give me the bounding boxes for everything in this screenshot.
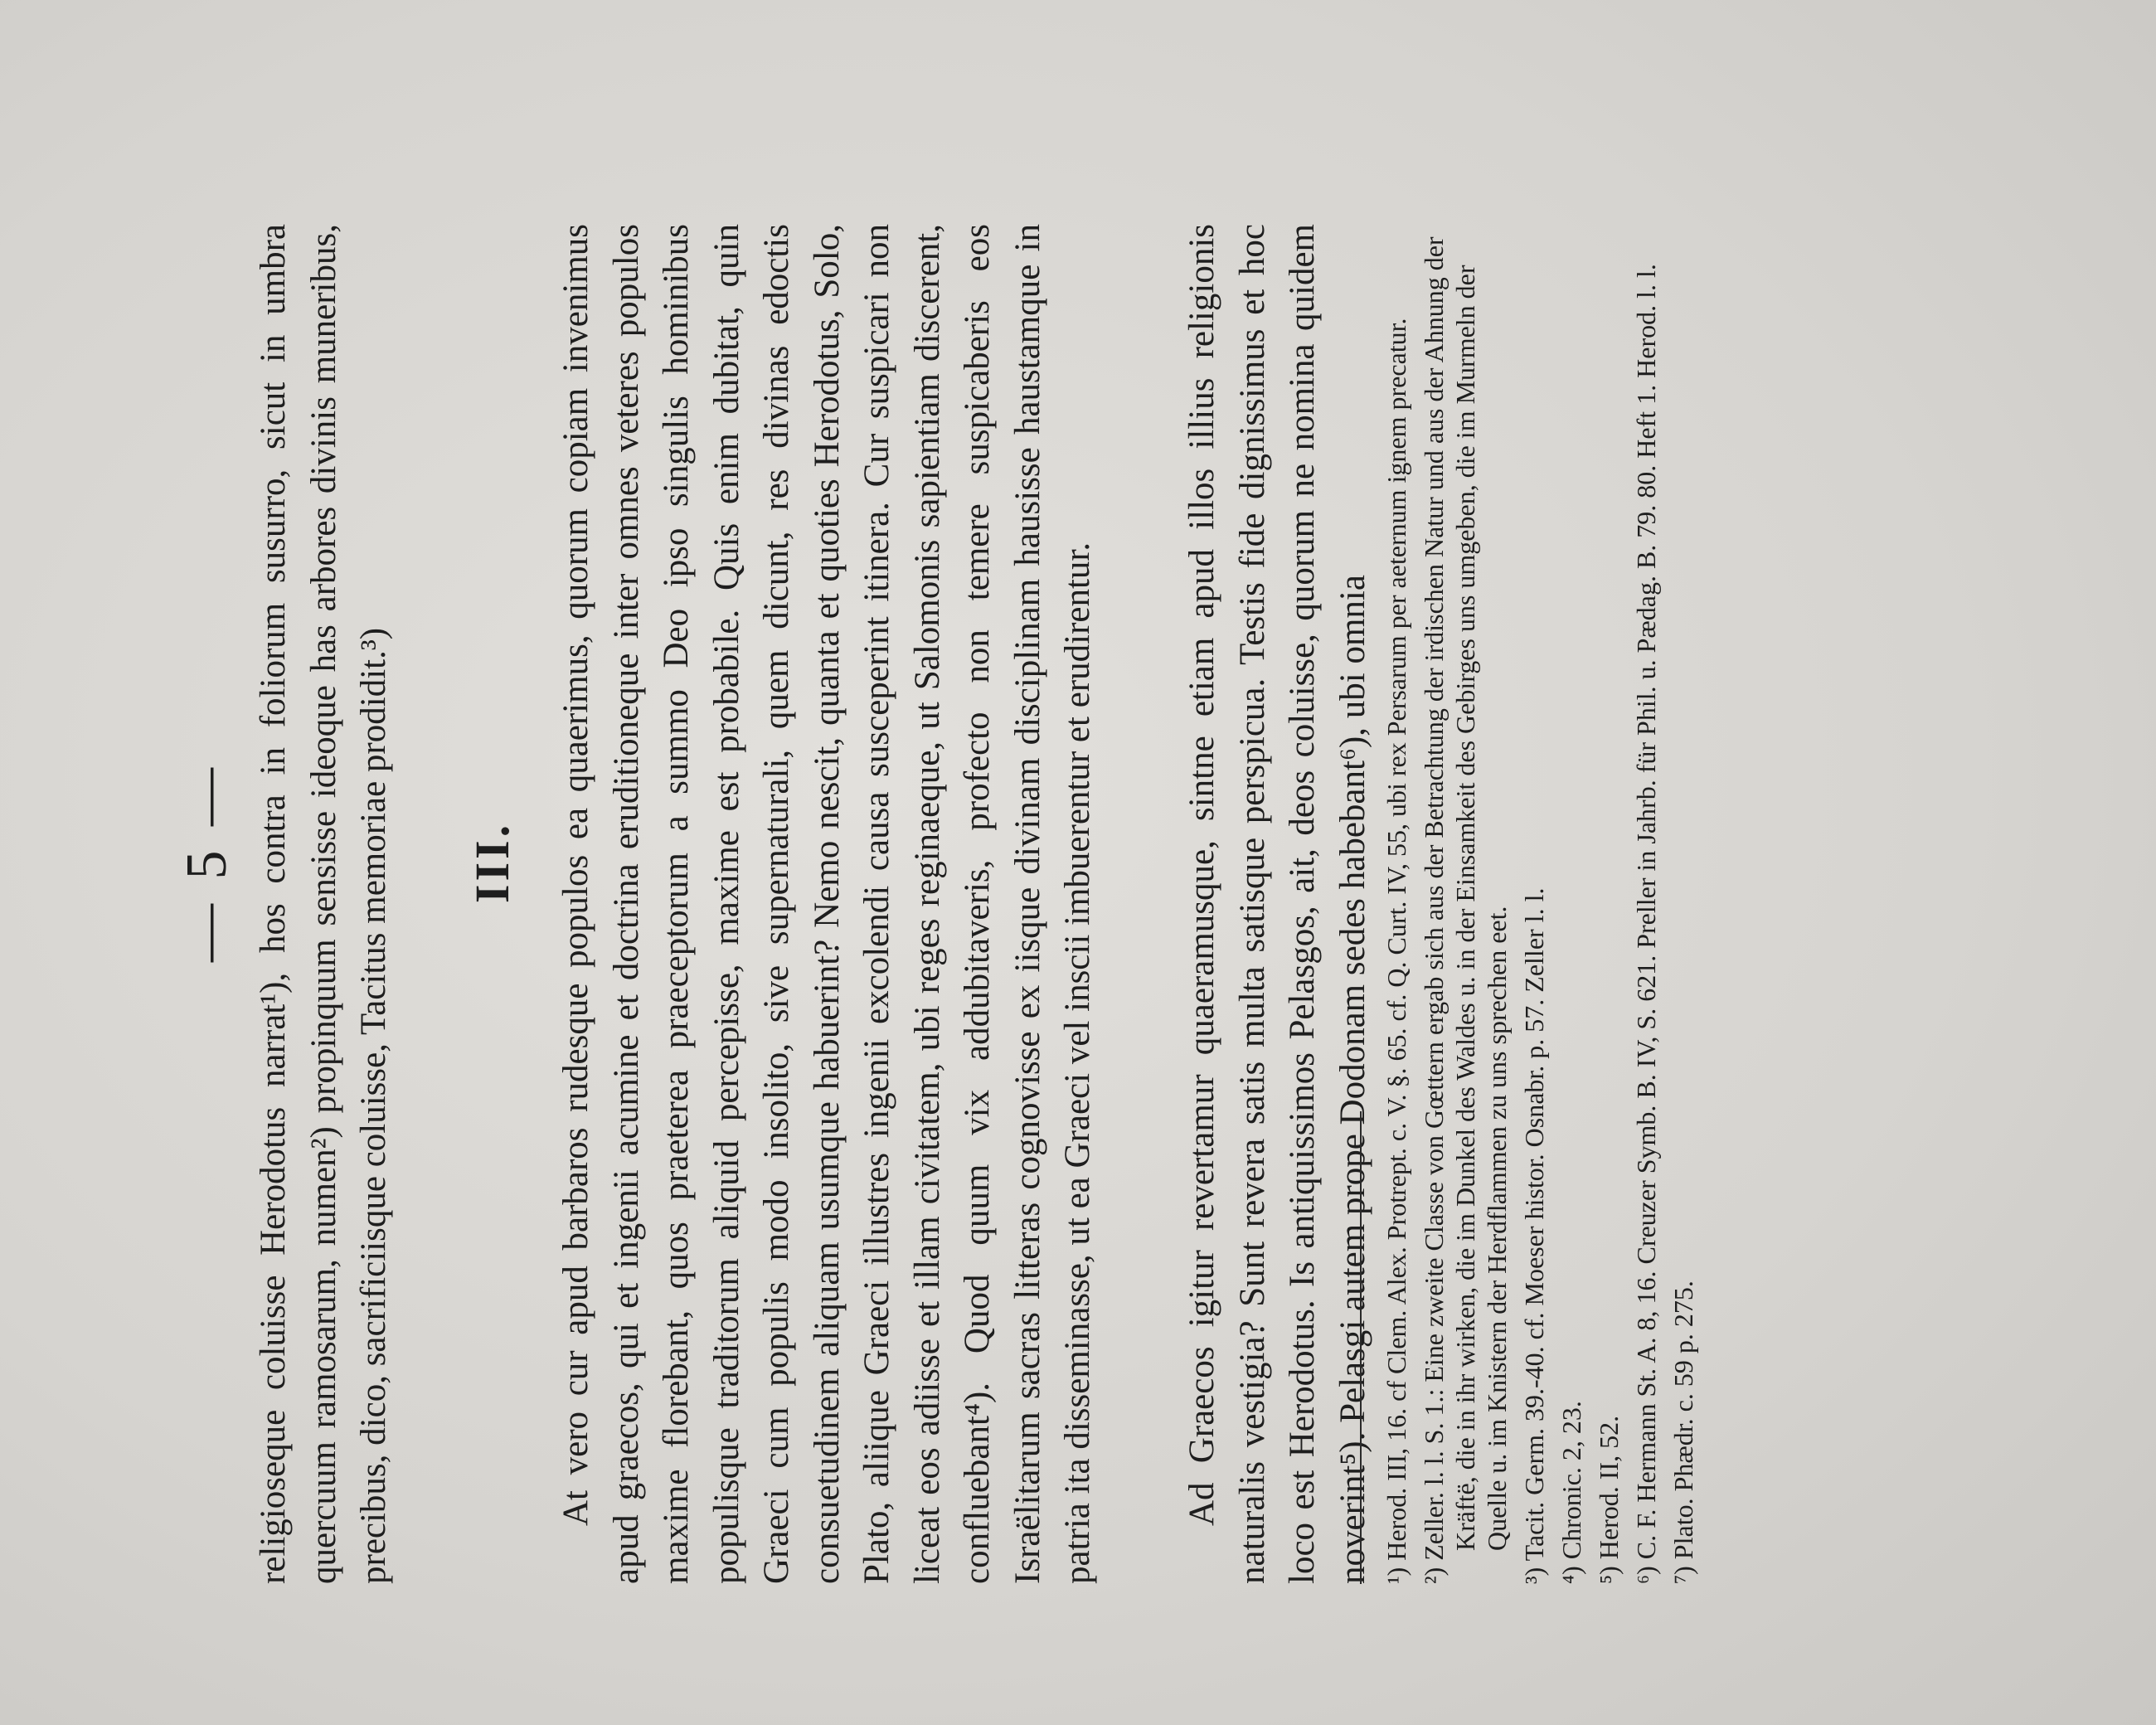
footnote-1: ¹) Herod. III, 16. cf Clem. Alex. Protrept. c. V. §. 65. cf. Q. Curt. IV, 55, ubi rex Persarum per aeternum ignem precatur. <box>1381 318 1411 1584</box>
footnote-4: ⁴) Chronic. 2, 23. <box>1556 1401 1586 1584</box>
body-paragraph-1: At vero cur apud barbaros rudesque populos ea quaerimus, quorum copiam invenimus apud graecos, qui et ingenii acumine et doctrina eruditioneque inter omnes veteres populos maxime florebant, quos praeterea praeceptorum a summo Deo ipso singulis hominibus populisque traditorum aliquid percepisse, maxime est probabile. Quis enim dubitat, quin Graeci cum populis modo insolito, sive supernaturali, quem dicunt, res divinas edoctis consuetudinem aliquam usumque habuerint? Nemo nescit, quanta et quoties Herodotus, Solo, Plato, aliique Graeci illustres ingenii excolendi causa susceperint itinera. Cur suspicari non liceat eos adiisse et illam civitatem, ubi reges reginaeque, ut Salomonis sapientiam discerent, confluebant⁴). Quod quum vix addubitaveris, profecto non temere suspicaberis eos Israëlitarum sacras litteras cognovisse ex iisque divinam disciplinam hausisse haustamque in patria ita disseminasse, ut ea Graeci vel inscii imbuerentur et erudirentur. <box>556 224 1097 1584</box>
section-heading: III. <box>465 821 519 904</box>
footnote-3: ³) Tacit. Germ. 39.-40. cf. Moeser histor. Osnabr. p. 57. Zeller l. l. <box>1519 887 1549 1584</box>
intro-paragraph: religioseque coluisse Herodotus narrat¹), hos contra in foliorum susurro, sicut in umbra quercuum ramosarum, numen²) propinquum sensisse ideoque has arbores divinis muneribus, precibus, dico, sacrificiisque coluisse, Tacitus memoriae prodidit.³) <box>254 224 393 1584</box>
footnote-divider <box>1360 1111 1362 1584</box>
footnotes <box>1381 224 1705 1584</box>
body-paragraph-2: Ad Graecos igitur revertamur quaeramusque, sintne etiam apud illos illius religionis naturalis vestigia? Sunt revera satis multa satisque perspicua. Testis fide dignissimus et hoc loco est Herodotus. Is antiquissimos Pelasgos, ait, deos coluisse, quorum ne nomina quidem noverint⁵). Pelasgi autem prope Dodonam sedes habebant⁶), ubi omnia <box>1182 224 1372 1584</box>
page-number: — 5 — <box>175 763 239 962</box>
footnote-5: ⁵) Herod. II, 52. <box>1594 1415 1624 1584</box>
footnote-2: ²) Zeller. l. l. S. 1.: Eine zweite Classe von Gœttern ergab sich aus der Betrachtung der irdischen Natur und aus der Ahnung der Kräftë, die in ihr wirken, die im Dunkel des Waldes u. in der Einsamkeit des Gebirges uns umgeben, die im Murmeln der Quelle u. im Knistern der Herdflammen zu uns sprechen eet. <box>1419 236 1512 1584</box>
footnote-6: ⁶) C. F. Hermann St. A. 8, 16. Creuzer Symb. B. IV, S. 621. Preller in Jahrb. für Phil. u. Pædag. B. 79. 80. Heft 1. Herod. l. l. <box>1631 264 1661 1584</box>
footnote-7: ⁷) Plato. Phædr. c. 59 p. 275. <box>1668 1280 1698 1584</box>
